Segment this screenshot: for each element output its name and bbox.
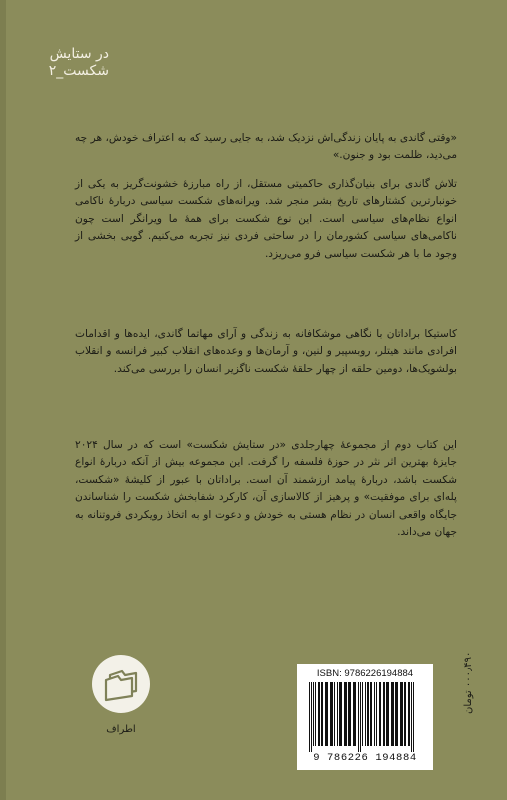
body-paragraph-1: تلاش گاندی برای بنیان‌گذاری حاکمیتی مستقل، از راه مبارزهٔ خشونت‌گریز به یکی از خونبارترین کشتارهای تاریخ بشر منجر شد. ویرانه‌های شکست سیاسی دربارهٔ ناکامی انواع نظام‌های سیاسی است. این نوع شکست برای همهٔ ما ویرانگر است چون ناکامی‌های سیاسی کشورمان را در ساحتی فردی نیز تجربه می‌کنیم. گویی بخشی از وجود ما با هر شکست سیاسی فرو می‌ریزد. xyxy=(75,178,457,260)
body-paragraph-2: کاستیکا براداتان با نگاهی موشکافانه به زندگی و آرای مهاتما گاندی، ایده‌ها و اقدامات افرادی مانند هیتلر، روبسپیر و لنین، و آرمان‌ها و وعده‌های انقلاب کبیر فرانسه و انقلاب بولشویک‌ها، دومین حلقه از چهار حلقهٔ شکست ناگزیر انسان را بررسی می‌کند. xyxy=(75,328,457,375)
barcode-bar xyxy=(334,682,335,746)
barcode-bar xyxy=(311,682,312,752)
barcode-bar xyxy=(386,682,389,746)
barcode-bar xyxy=(344,682,347,746)
folders-logo-icon xyxy=(92,655,150,713)
barcode-bar xyxy=(339,682,342,746)
barcode-bar xyxy=(374,682,375,746)
barcode-bar xyxy=(413,682,414,752)
barcode-bar xyxy=(321,682,323,746)
barcode-bar xyxy=(395,682,398,746)
barcode-bar xyxy=(365,682,366,746)
price-label: ۰۰۰٫۴۹۰ تومان xyxy=(463,652,474,715)
barcode-bar xyxy=(362,682,363,746)
barcode-bar xyxy=(367,682,369,746)
barcode-bar xyxy=(309,682,310,752)
series-title-line1: در ستایش xyxy=(49,46,109,62)
series-title xyxy=(19,46,109,80)
barcode-bar xyxy=(400,682,403,746)
barcode-bar xyxy=(411,682,412,752)
barcode-bar xyxy=(315,682,316,746)
publisher-logo xyxy=(92,655,150,713)
barcode-bar xyxy=(391,682,394,746)
barcode-bar xyxy=(379,682,381,746)
body-paragraph-3: این کتاب دوم از مجموعهٔ چهارجلدی «در ستایش شکست» است که در سال ۲۰۲۴ جایزهٔ بهترین اثر نثر در حوزهٔ فلسفه را گرفت. این مجموعه بیش از آنکه دربارهٔ انواع شکست باشد، دربارهٔ پیامد ارزشمند آن است. براداتان با عبور از کلیشهٔ «شکست، پله‌ای برای موفقیت» و پرهیز از کالاسازی آن، کارکرد شفابخش شکست را شناساندن جایگاه واقعی انسان در نظام هستی به خودش و دعوت او به اتخاذ رویکردی فروتنانه به جهان می‌داند. xyxy=(75,439,457,539)
barcode-bar xyxy=(376,682,377,746)
series-title-line2: شکست_۲ xyxy=(48,63,109,79)
barcode-box xyxy=(297,664,433,770)
barcode-bar xyxy=(313,682,314,746)
barcode-bar xyxy=(360,682,361,752)
barcode-bar xyxy=(318,682,320,746)
quote-paragraph: «وقتی گاندی به پایان زندگی‌اش نزدیک شد، به جایی رسید که به اعتراف خودش، هر چه می‌دید، ظلمت بود و جنون.» xyxy=(75,132,457,162)
barcode-bar xyxy=(404,682,406,746)
barcode-bar xyxy=(408,682,410,746)
barcode-bar xyxy=(325,682,328,746)
spine-edge xyxy=(0,0,6,800)
publisher-name: اطراف xyxy=(106,724,136,735)
barcode-bar xyxy=(337,682,338,746)
barcode-digits: 9 786226 194884 xyxy=(313,752,417,764)
barcode-icon xyxy=(307,682,423,752)
barcode-bar xyxy=(358,682,359,752)
isbn-label: ISBN: 9786226194884 xyxy=(316,668,414,679)
barcode-bar xyxy=(383,682,385,746)
barcode-bar xyxy=(353,682,356,746)
barcode-bar xyxy=(370,682,372,746)
barcode-bar xyxy=(348,682,351,746)
barcode-bar xyxy=(330,682,333,746)
